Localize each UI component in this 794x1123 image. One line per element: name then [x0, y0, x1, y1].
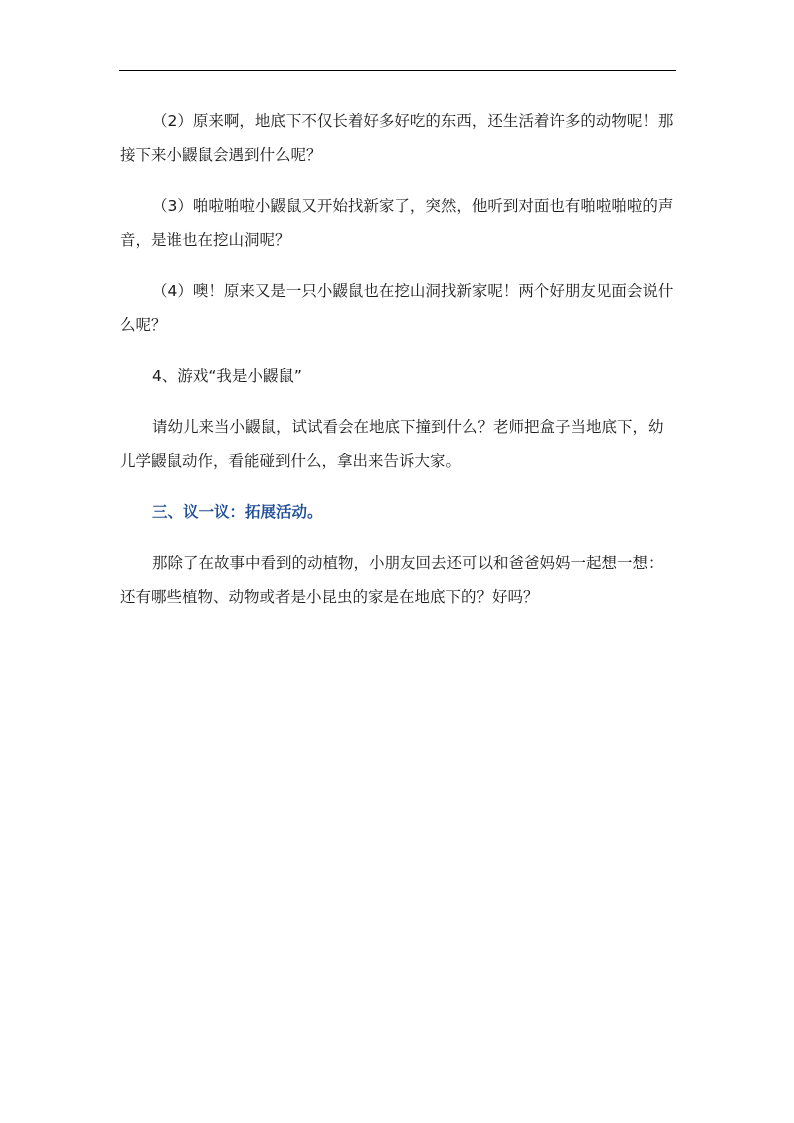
document-body	[120, 104, 676, 631]
paragraph-step-4: （4）噢！原来又是一只小鼹鼠也在挖山洞找新家呢！两个好朋友见面会说什么呢？	[120, 282, 674, 334]
paragraph-step-3: （3）啪啦啪啦小鼹鼠又开始找新家了，突然，他听到对面也有啪啦啪啦的声音，是谁也在挖山洞呢？	[120, 197, 674, 249]
closing-paragraph: 那除了在故事中看到的动植物，小朋友回去还可以和爸爸妈妈一起想一想：还有哪些植物、动物或者是小昆虫的家是在地底下的？好吗？	[120, 554, 664, 606]
section-heading: 三、议一议：拓展活动。	[152, 503, 323, 521]
game-description: 请幼儿来当小鼹鼠，试试看会在地底下撞到什么？老师把盒子当地底下，幼儿学鼹鼠动作，看能碰到什么，拿出来告诉大家。	[120, 418, 664, 470]
game-title: 4、游戏“我是小鼹鼠”	[152, 367, 302, 385]
header-rule	[119, 70, 676, 71]
paragraph-step-2: （2）原来啊，地底下不仅长着好多好吃的东西，还生活着许多的动物呢！那接下来小鼹鼠会遇到什么呢？	[120, 112, 674, 164]
